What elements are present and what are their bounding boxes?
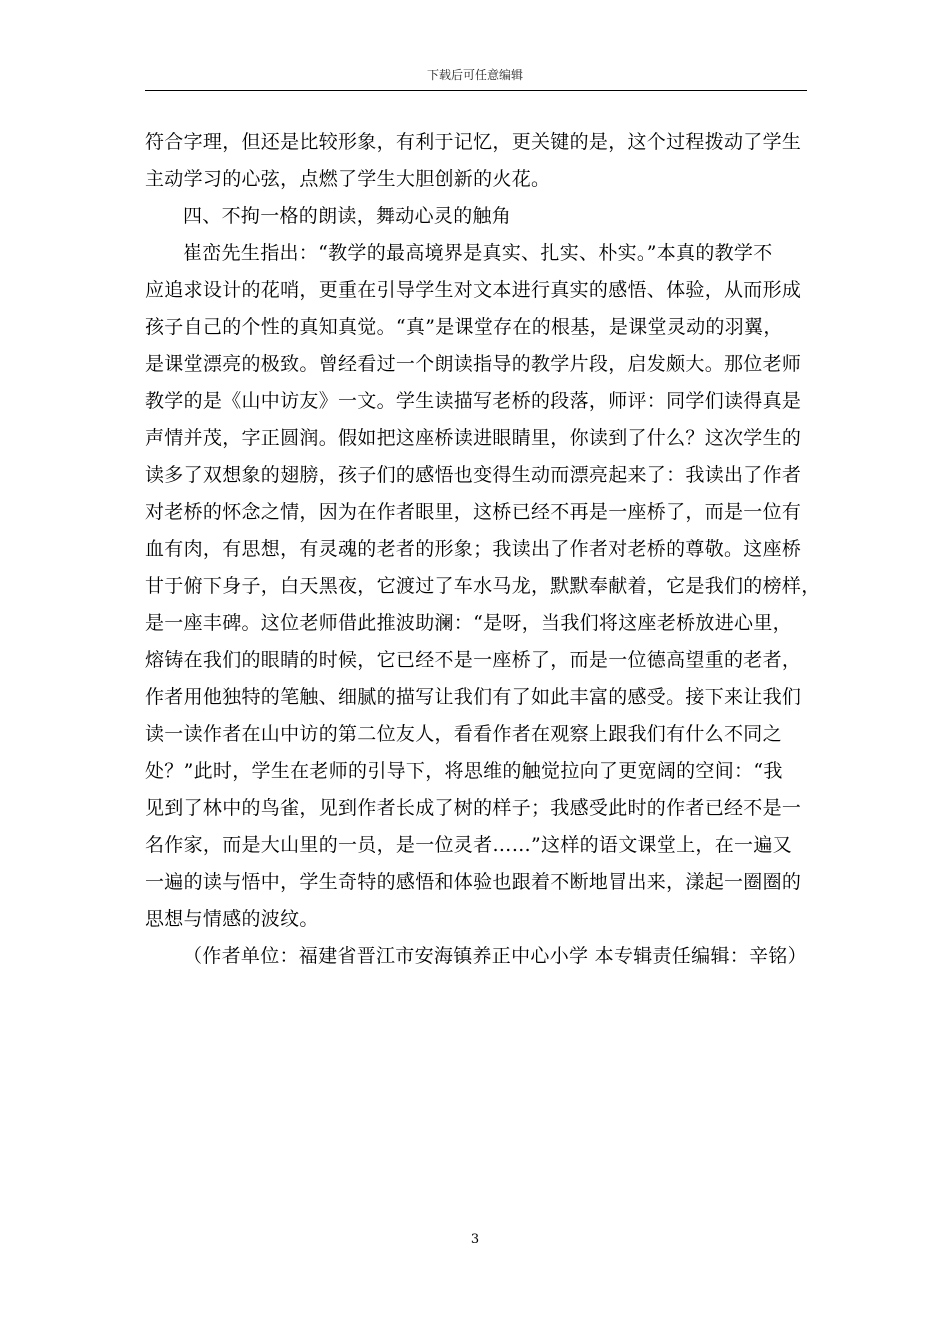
text-line: 作者用他独特的笔触、细腻的描写让我们有了如此丰富的感受。接下来让我们 (145, 686, 802, 708)
text-line: 是一座丰碑。这位老师借此推波助澜：“是呀，当我们将这座老桥放进心里， (145, 612, 792, 634)
text-line: 崔峦先生指出：“教学的最高境界是真实、扎实、朴实。”本真的教学不 (183, 242, 773, 264)
text-line: 教学的是《山中访友》一文。学生读描写老桥的段落，师评：同学们读得真是 (145, 390, 802, 412)
text-line: 见到了林中的鸟雀，见到作者长成了树的样子；我感受此时的作者已经不是一 (145, 797, 802, 819)
text-line: 思想与情感的波纹。 (145, 908, 319, 930)
paragraph-continuation (145, 124, 807, 198)
text-line: 声情并茂，字正圆润。假如把这座桥读进眼睛里，你读到了什么？这次学生的 (145, 427, 802, 449)
text-line: 主动学习的心弦，点燃了学生大胆创新的火花。 (145, 168, 551, 190)
paragraph-main (145, 235, 821, 938)
text-line: 孩子自己的个性的真知真觉。“真”是课堂存在的根基，是课堂灵动的羽翼， (145, 316, 783, 338)
document-body (145, 124, 821, 975)
section-heading: 四、不拘一格的朗读，舞动心灵的触角 (183, 205, 512, 227)
text-line: 甘于俯下身子，白天黑夜，它渡过了车水马龙，默默奉献着，它是我们的榜样， (145, 575, 821, 597)
text-line: 血有肉，有思想，有灵魂的老者的形象；我读出了作者对老桥的尊敬。这座桥 (145, 538, 802, 560)
text-line: 符合字理，但还是比较形象，有利于记忆，更关键的是，这个过程拨动了学生 (145, 131, 802, 153)
text-line: 名作家，而是大山里的一员，是一位灵者……”这样的语文课堂上，在一遍又 (145, 834, 792, 856)
header-divider (145, 90, 807, 91)
text-line: 读一读作者在山中访的第二位友人，看看作者在观察上跟我们有什么不同之 (145, 723, 782, 745)
page-header: 下载后可任意编辑 (426, 68, 523, 82)
text-line: 一遍的读与悟中，学生奇特的感悟和体验也跟着不断地冒出来，漾起一圈圈的 (145, 871, 802, 893)
text-line: 熔铸在我们的眼睛的时候，它已经不是一座桥了，而是一位德高望重的老者， (145, 649, 802, 671)
author-note: （作者单位：福建省晋江市安海镇养正中心小学 本专辑责任编辑：辛铭） (183, 945, 807, 967)
text-line: 处？”此时，学生在老师的引导下，将思维的触觉拉向了更宽阔的空间：“我 (145, 760, 783, 782)
page-number: 3 (470, 1232, 480, 1247)
text-line: 是课堂漂亮的极致。曾经看过一个朗读指导的教学片段，启发颇大。那位老师 (145, 353, 802, 375)
text-line: 应追求设计的花哨，更重在引导学生对文本进行真实的感悟、体验，从而形成 (145, 279, 802, 301)
text-line: 读多了双想象的翅膀，孩子们的感悟也变得生动而漂亮起来了：我读出了作者 (145, 464, 802, 486)
text-line: 对老桥的怀念之情，因为在作者眼里，这桥已经不再是一座桥了，而是一位有 (145, 501, 802, 523)
